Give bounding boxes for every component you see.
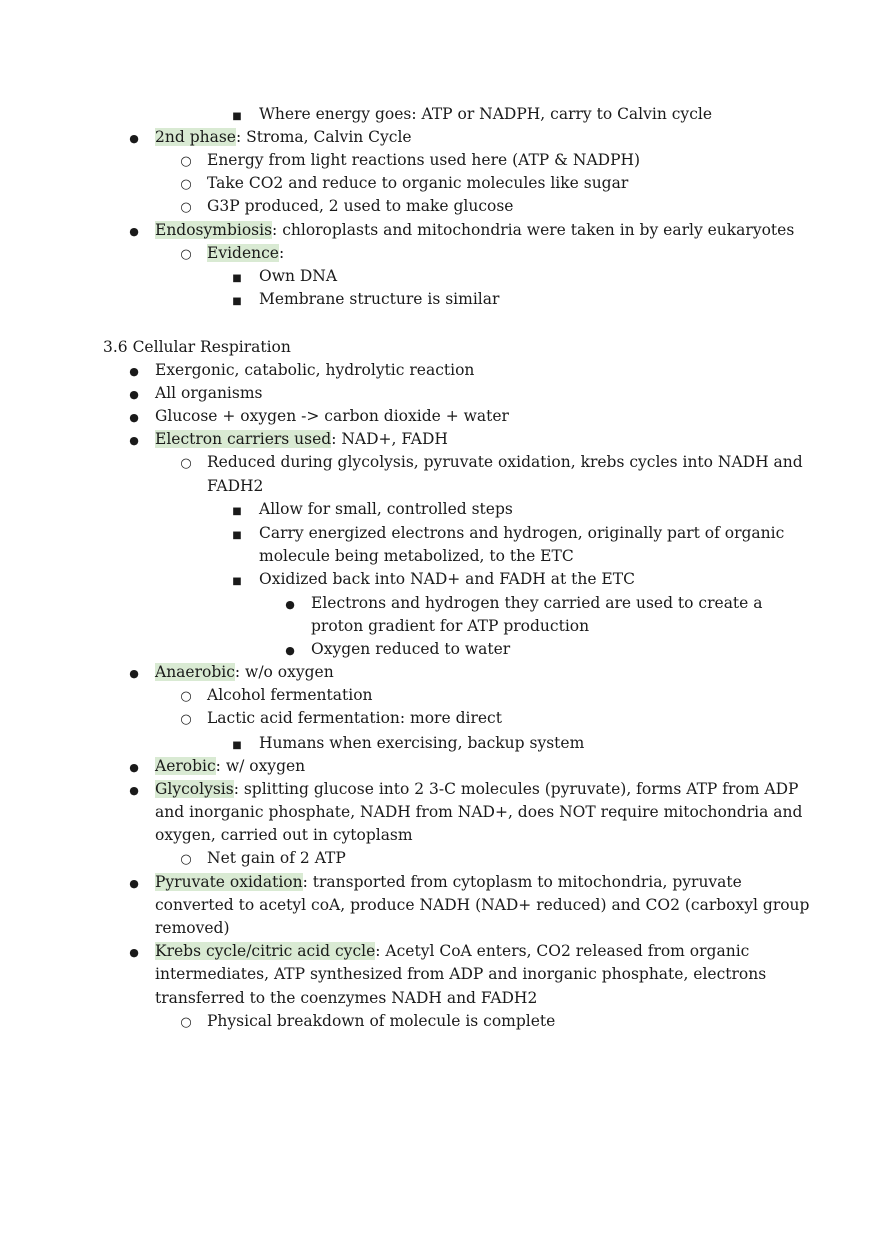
bullet-icon [127,126,141,150]
list-item-text: Energy from light reactions used here (ATP & NADPH) [207,151,641,169]
list-item-text: Membrane structure is similar [259,290,500,308]
list-item-text: Oxidized back into NAD+ and FADH at the ETC [259,570,635,588]
list-item-text: molecule being metabolized, to the ETC [259,547,574,565]
square-bullet-icon [230,288,244,313]
list-item-text: Physical breakdown of molecule is complete [207,1012,556,1030]
highlighted-term: Anaerobic [155,663,235,681]
section-heading-text: 3.6 Cellular Respiration [103,338,291,356]
bullet-icon [127,428,141,452]
list-item-text: converted to acetyl coA, produce NADH (NAD+ reduced) and CO2 (carboxyl group [155,896,810,914]
list-item-text: : splitting glucose into 2 3-C molecules (pyruvate), forms ATP from ADP [233,780,799,798]
bullet-icon [127,755,141,779]
list-item-text: Reduced during glycolysis, pyruvate oxidation, krebs cycles into NADH and [207,453,803,471]
list-item-text: : transported from cytoplasm to mitochondria, pyruvate [302,873,742,891]
list-item-text: proton gradient for ATP production [311,617,590,635]
list-item-text: FADH2 [207,477,264,495]
hollow-bullet-icon [179,242,193,266]
hollow-bullet-icon [179,1010,193,1034]
highlighted-term: Aerobic [155,757,216,775]
highlighted-term: Endosymbiosis [155,221,273,239]
bullet-icon [127,871,141,895]
list-item-text: Allow for small, controlled steps [259,500,513,518]
list-item-text: : w/o oxygen [234,663,334,681]
list-item-text: and inorganic phosphate, NADH from NAD+, does NOT require mitochondria and [155,803,803,821]
list-item-text: Carry energized electrons and hydrogen, originally part of organic [259,524,785,542]
list-item-text: Exergonic, catabolic, hydrolytic reaction [155,361,475,379]
list-item-text: removed) [155,919,230,937]
list-item-text: G3P produced, 2 used to make glucose [207,197,514,215]
list-item-text: All organisms [155,384,263,402]
hollow-bullet-icon [179,707,193,731]
highlighted-term: 2nd phase [155,128,236,146]
bullet-icon [127,382,141,406]
highlighted-term: Glycolysis [155,780,234,798]
bullet-icon [127,940,141,964]
highlighted-term: Evidence [207,244,279,262]
hollow-bullet-icon [179,451,193,475]
list-item-text: Electrons and hydrogen they carried are used to create a [311,594,763,612]
square-bullet-icon [230,103,244,128]
highlighted-term: Krebs cycle/citric acid cycle [155,942,376,960]
list-item-text: oxygen, carried out in cytoplasm [155,826,413,844]
bullet-icon [127,405,141,429]
bullet-icon [127,661,141,685]
hollow-bullet-icon [179,684,193,708]
square-bullet-icon [230,265,244,290]
list-item-text: : w/ oxygen [215,757,306,775]
list-item-text: Own DNA [259,267,338,285]
square-bullet-icon [230,568,244,593]
bullet-icon [283,638,297,662]
list-item-text: intermediates, ATP synthesized from ADP and inorganic phosphate, electrons [155,965,767,983]
bullet-icon [127,778,141,802]
list-item-text: Net gain of 2 ATP [207,849,346,867]
hollow-bullet-icon [179,149,193,173]
list-item-text: Lactic acid fermentation: more direct [207,709,502,727]
list-item-text: : Acetyl CoA enters, CO2 released from organic [375,942,750,960]
hollow-bullet-icon [179,172,193,196]
hollow-bullet-icon [179,847,193,871]
highlighted-term: Electron carriers used [155,430,332,448]
list-item-text: Oxygen reduced to water [311,640,511,658]
bullet-icon [283,592,297,616]
square-bullet-icon [230,498,244,523]
list-item-text: : Stroma, Calvin Cycle [235,128,412,146]
list-item-text: Take CO2 and reduce to organic molecules like sugar [207,174,629,192]
highlighted-term: Pyruvate oxidation [155,873,303,891]
hollow-bullet-icon [179,195,193,219]
list-item-text: Alcohol fermentation [207,686,373,704]
list-item-text: transferred to the coenzymes NADH and FADH2 [155,989,538,1007]
list-item-text: : [278,244,285,262]
list-item-text: Humans when exercising, backup system [259,734,585,752]
square-bullet-icon [230,522,244,547]
list-item-text: Glucose + oxygen -> carbon dioxide + water [155,407,509,425]
list-item-text: : NAD+, FADH [331,430,448,448]
list-item-text: : chloroplasts and mitochondria were taken in by early eukaryotes [272,221,795,239]
bullet-icon [127,359,141,383]
list-item-text: Where energy goes: ATP or NADPH, carry to Calvin cycle [259,105,713,123]
square-bullet-icon [230,732,244,757]
bullet-icon [127,219,141,243]
